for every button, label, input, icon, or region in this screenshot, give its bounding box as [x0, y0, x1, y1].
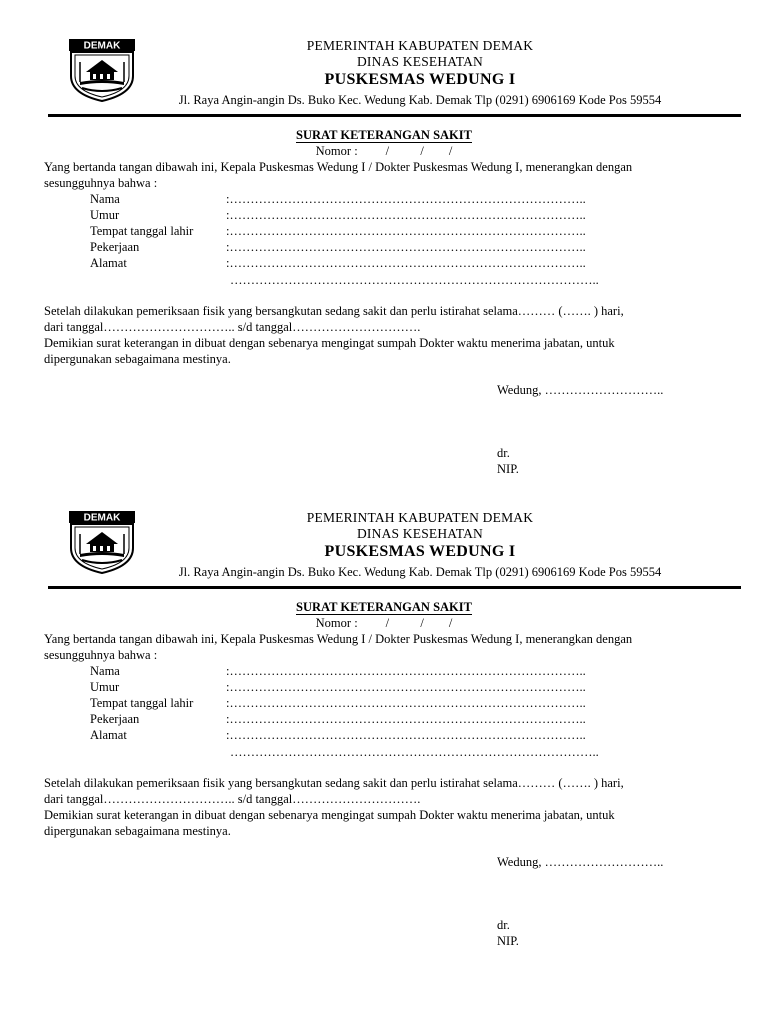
- clinic-address: Jl. Raya Angin-angin Ds. Buko Kec. Wedung Kab. Demak Tlp (0291) 6906169 Kode Pos 59554: [178, 565, 662, 579]
- document-title: SURAT KETERANGAN SAKIT: [296, 128, 472, 142]
- clinic-address: Jl. Raya Angin-angin Ds. Buko Kec. Wedung Kab. Demak Tlp (0291) 6906169 Kode Pos 59554: [178, 93, 662, 107]
- government-name: PEMERINTAH KABUPATEN DEMAK: [306, 510, 534, 525]
- letterhead-divider: [48, 586, 741, 589]
- letterhead-divider: [48, 114, 741, 117]
- exam-line-1: Setelah dilakukan pemeriksaan fisik yang bersangkutan sedang sakit dan perlu istirahat selama……… (……. ) hari,: [44, 304, 624, 318]
- field-label-nama: Nama: [90, 664, 120, 678]
- field-label-umur: Umur: [90, 680, 120, 694]
- clinic-name: PUSKESMAS WEDUNG I: [324, 71, 516, 88]
- government-name: PEMERINTAH KABUPATEN DEMAK: [306, 38, 534, 53]
- clinic-name: PUSKESMAS WEDUNG I: [324, 543, 516, 560]
- document-number: Nomor : / / /: [315, 144, 453, 158]
- field-label-umur: Umur: [90, 208, 120, 222]
- field-blank-nama[interactable]: :…………………………………………………………………………..: [226, 664, 586, 678]
- doctor-nip: NIP.: [497, 934, 519, 948]
- place-date: Wedung, ………………………..: [497, 855, 664, 869]
- agency-name: DINAS KESEHATAN: [356, 526, 484, 541]
- demak-regency-emblem-icon: [68, 38, 136, 102]
- field-blank-alamat[interactable]: :…………………………………………………………………………..: [226, 728, 586, 742]
- closing-line-2: dipergunakan sebagaimana mestinya.: [44, 824, 231, 838]
- svg-text:DEMAK: DEMAK: [83, 512, 121, 524]
- intro-line-1: Yang bertanda tangan dibawah ini, Kepala Puskesmas Wedung I / Dokter Puskesmas Wedung I, menerangkan dengan: [44, 632, 633, 646]
- exam-line-2: dari tanggal………………………….. s/d tanggal………………………….: [44, 320, 421, 334]
- field-blank-pekerjaan[interactable]: :…………………………………………………………………………..: [226, 240, 586, 254]
- field-blank-alamat-extra[interactable]: ……………………………………………………………………………..: [230, 745, 599, 759]
- field-blank-pekerjaan[interactable]: :…………………………………………………………………………..: [226, 712, 586, 726]
- closing-line-1: Demikian surat keterangan in dibuat dengan sebenarya mengingat sumpah Dokter waktu menerima jabatan, untuk: [44, 808, 615, 822]
- field-label-pekerjaan: Pekerjaan: [90, 240, 140, 254]
- doctor-name: dr.: [497, 446, 510, 460]
- field-blank-alamat[interactable]: :…………………………………………………………………………..: [226, 256, 586, 270]
- field-label-nama: Nama: [90, 192, 120, 206]
- intro-line-1: Yang bertanda tangan dibawah ini, Kepala Puskesmas Wedung I / Dokter Puskesmas Wedung I, menerangkan dengan: [44, 160, 633, 174]
- exam-line-2: dari tanggal………………………….. s/d tanggal………………………….: [44, 792, 421, 806]
- demak-regency-emblem-icon: [68, 510, 136, 574]
- field-label-birth: Tempat tanggal lahir: [90, 224, 194, 238]
- closing-line-2: dipergunakan sebagaimana mestinya.: [44, 352, 231, 366]
- sick-letter-form-1: [0, 38, 768, 510]
- field-label-alamat: Alamat: [90, 256, 127, 270]
- svg-text:DEMAK: DEMAK: [83, 40, 121, 52]
- field-blank-birth[interactable]: :…………………………………………………………………………..: [226, 696, 586, 710]
- field-label-birth: Tempat tanggal lahir: [90, 696, 194, 710]
- agency-name: DINAS KESEHATAN: [356, 54, 484, 69]
- field-label-pekerjaan: Pekerjaan: [90, 712, 140, 726]
- doctor-name: dr.: [497, 918, 510, 932]
- document-title: SURAT KETERANGAN SAKIT: [296, 600, 472, 614]
- field-blank-nama[interactable]: :…………………………………………………………………………..: [226, 192, 586, 206]
- field-blank-birth[interactable]: :…………………………………………………………………………..: [226, 224, 586, 238]
- field-blank-alamat-extra[interactable]: ……………………………………………………………………………..: [230, 273, 599, 287]
- field-blank-umur[interactable]: :…………………………………………………………………………..: [226, 680, 586, 694]
- sick-letter-form-2: [0, 510, 768, 982]
- intro-line-2: sesungguhnya bahwa :: [44, 648, 158, 662]
- field-label-alamat: Alamat: [90, 728, 127, 742]
- intro-line-2: sesungguhnya bahwa :: [44, 176, 158, 190]
- document-number: Nomor : / / /: [315, 616, 453, 630]
- place-date: Wedung, ………………………..: [497, 383, 664, 397]
- field-blank-umur[interactable]: :…………………………………………………………………………..: [226, 208, 586, 222]
- closing-line-1: Demikian surat keterangan in dibuat dengan sebenarya mengingat sumpah Dokter waktu menerima jabatan, untuk: [44, 336, 615, 350]
- exam-line-1: Setelah dilakukan pemeriksaan fisik yang bersangkutan sedang sakit dan perlu istirahat selama……… (……. ) hari,: [44, 776, 624, 790]
- doctor-nip: NIP.: [497, 462, 519, 476]
